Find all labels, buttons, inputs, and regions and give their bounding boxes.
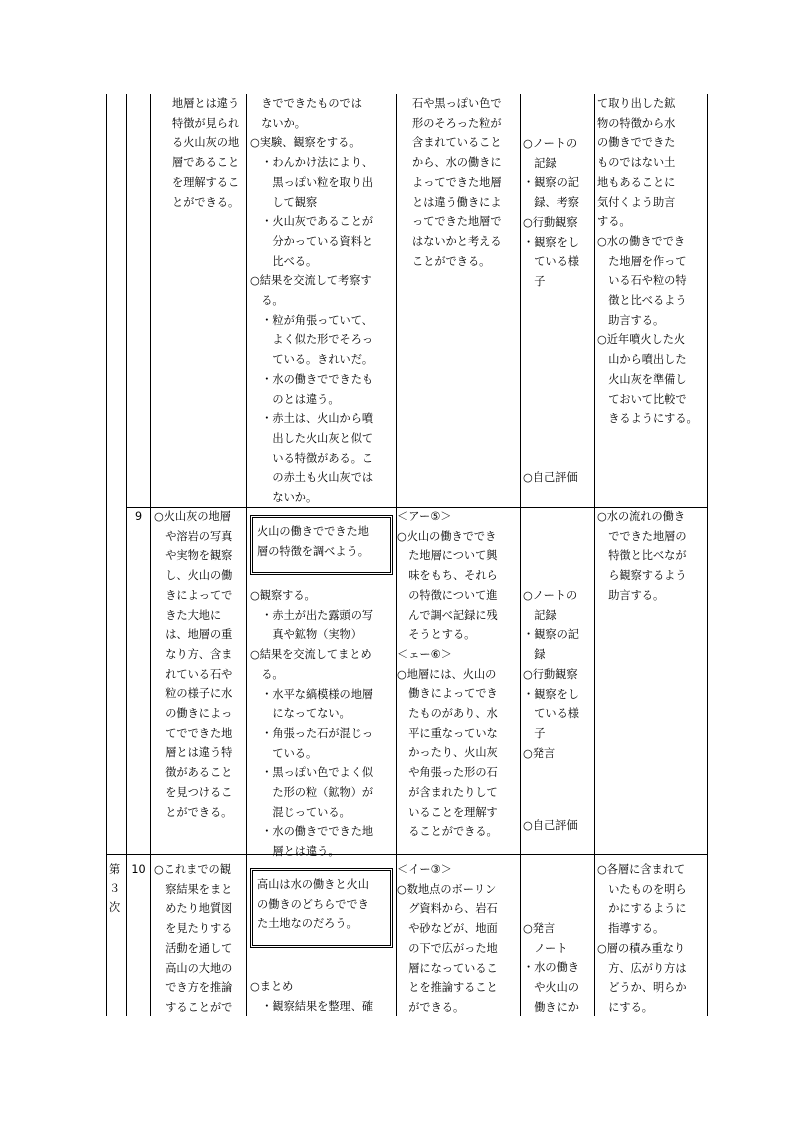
- teaching-support-cell: ○水の流れの働き でできた地層の 特徴と比べなが ら観察するよう 助言する。: [597, 510, 687, 602]
- column-divider: [594, 94, 595, 1016]
- stage-label: 第 ３ 次: [109, 863, 121, 914]
- evaluation-criteria-cell: 石や黒っぽい色で 形のそろった粒が 含まれていること から、水の働きに よってできた地層 とは違う働きによ ってできた地層で はないかと考える ことができる。: [412, 97, 502, 268]
- objective-cell: ○火山灰の地層 や溶岩の写真 や実物を観察 し、火山の働 きによってで きた大地に は、地層の重 なり方、含ま れている石や 粒の様子に水 の働きによっ てでできた地 層とは違う特 徴があること を見つけるこ とができる。: [154, 510, 233, 819]
- lesson-question-box: 火山の働きでできた地 層の特徴を調べよう。: [250, 515, 393, 575]
- self-evaluation-label: ○自己評価: [523, 819, 578, 832]
- self-evaluation-label: ○自己評価: [523, 471, 578, 484]
- lesson-plan-table: [106, 94, 708, 1016]
- table-border-right: [707, 94, 708, 1016]
- activity-cell: きでできたものでは ないか。 ○実験、観察をする。 ・わんかけ法により、 黒っぽい粒を取り出 して観察 ・火山灰であることが 分かっている資料と 比べる。 ○結果を交流して考察す る。 ・粒が角張っていて、 よく似た形でそろっ ている。きれいだ。 ・水の働きでできたも のとは違う。 ・赤土は、火山から噴 出した火山灰と似て いる特徴がある。こ の赤土も火山灰では ないか。: [250, 97, 374, 505]
- column-divider: [150, 94, 151, 1016]
- evaluation-method-cell: ○ノートの 記録 ・観察の記 録 ○行動観察 ・観察をし ている様 子 ○発言: [523, 589, 579, 760]
- lesson-number: 10: [131, 863, 146, 876]
- lesson-question-box: 高山は水の働きと火山 の働きのどちらででき た土地なのだろう。: [250, 868, 393, 948]
- evaluation-criteria-cell: ＜アー⑤＞ ○火山の働きででき た地層について興 味をもち、それら の特徴について進 んで調べ記録に残 そうとする。 ＜ェー⑥＞ ○地層には、火山の 働きによってでき たものがあり、水 平に重なっていな かったり、火山灰 や角張った形の石 が含まれたりして いることを理解す ることができる。: [397, 510, 498, 839]
- evaluation-method-cell: ○ノートの 記録 ・観察の記 録、考察 ○行動観察 ・観察をし ている様 子: [523, 137, 579, 288]
- evaluation-criteria-cell: ＜イー③＞ ○数地点のボーリン グ資料から、岩石 や砂などが、地面 の下で広がった地 層になっているこ とを推論すること ができる。: [397, 863, 498, 1014]
- objective-cell: 地層とは違う 特徴が見られ る火山灰の地 層であること を理解するこ とができる。: [172, 97, 240, 209]
- activity-cell: ○観察する。 ・赤土が出た露頭の写 真や鉱物（実物） ○結果を交流してまとめ る。 ・水平な縞模様の地層 になってない。 ・角張った石が混じっ ている。 ・黒っぽい色でよく似 た形の粒（鉱物）が 混じっている。 ・水の働きでできた地 層とは違う。: [250, 589, 374, 859]
- evaluation-method-cell: ○発言 ノート ・水の働き や火山の 働きにか: [523, 922, 579, 1014]
- table-border-left: [106, 94, 107, 1016]
- activity-cell: ○まとめ ・観察結果を整理、確: [250, 980, 374, 1013]
- column-divider: [520, 94, 521, 1016]
- teaching-support-cell: て取り出した鉱 物の特徴から水 の働きでできた ものではない土 地もあることに 気付くよう助言 する。 ○水の働きででき た地層を作って いる石や粒の特 徴と比べるよう 助言する。 ○近年噴火した火 山から噴出した 火山灰を準備し ておいて比較で きるようにする。: [597, 97, 698, 426]
- row-divider: [106, 854, 708, 855]
- column-divider: [246, 94, 247, 1016]
- teaching-support-cell: ○各層に含まれて いたものを明ら かにするように 指導する。 ○層の積み重なり 方、広がり方は どうか、明らか にする。: [597, 863, 687, 1014]
- objective-cell: ○これまでの観 察結果をまと めたり地質図 を見たりする 活動を通して 高山の大地の でき方を推論 することがで: [154, 863, 233, 1014]
- lesson-number: 9: [134, 510, 143, 523]
